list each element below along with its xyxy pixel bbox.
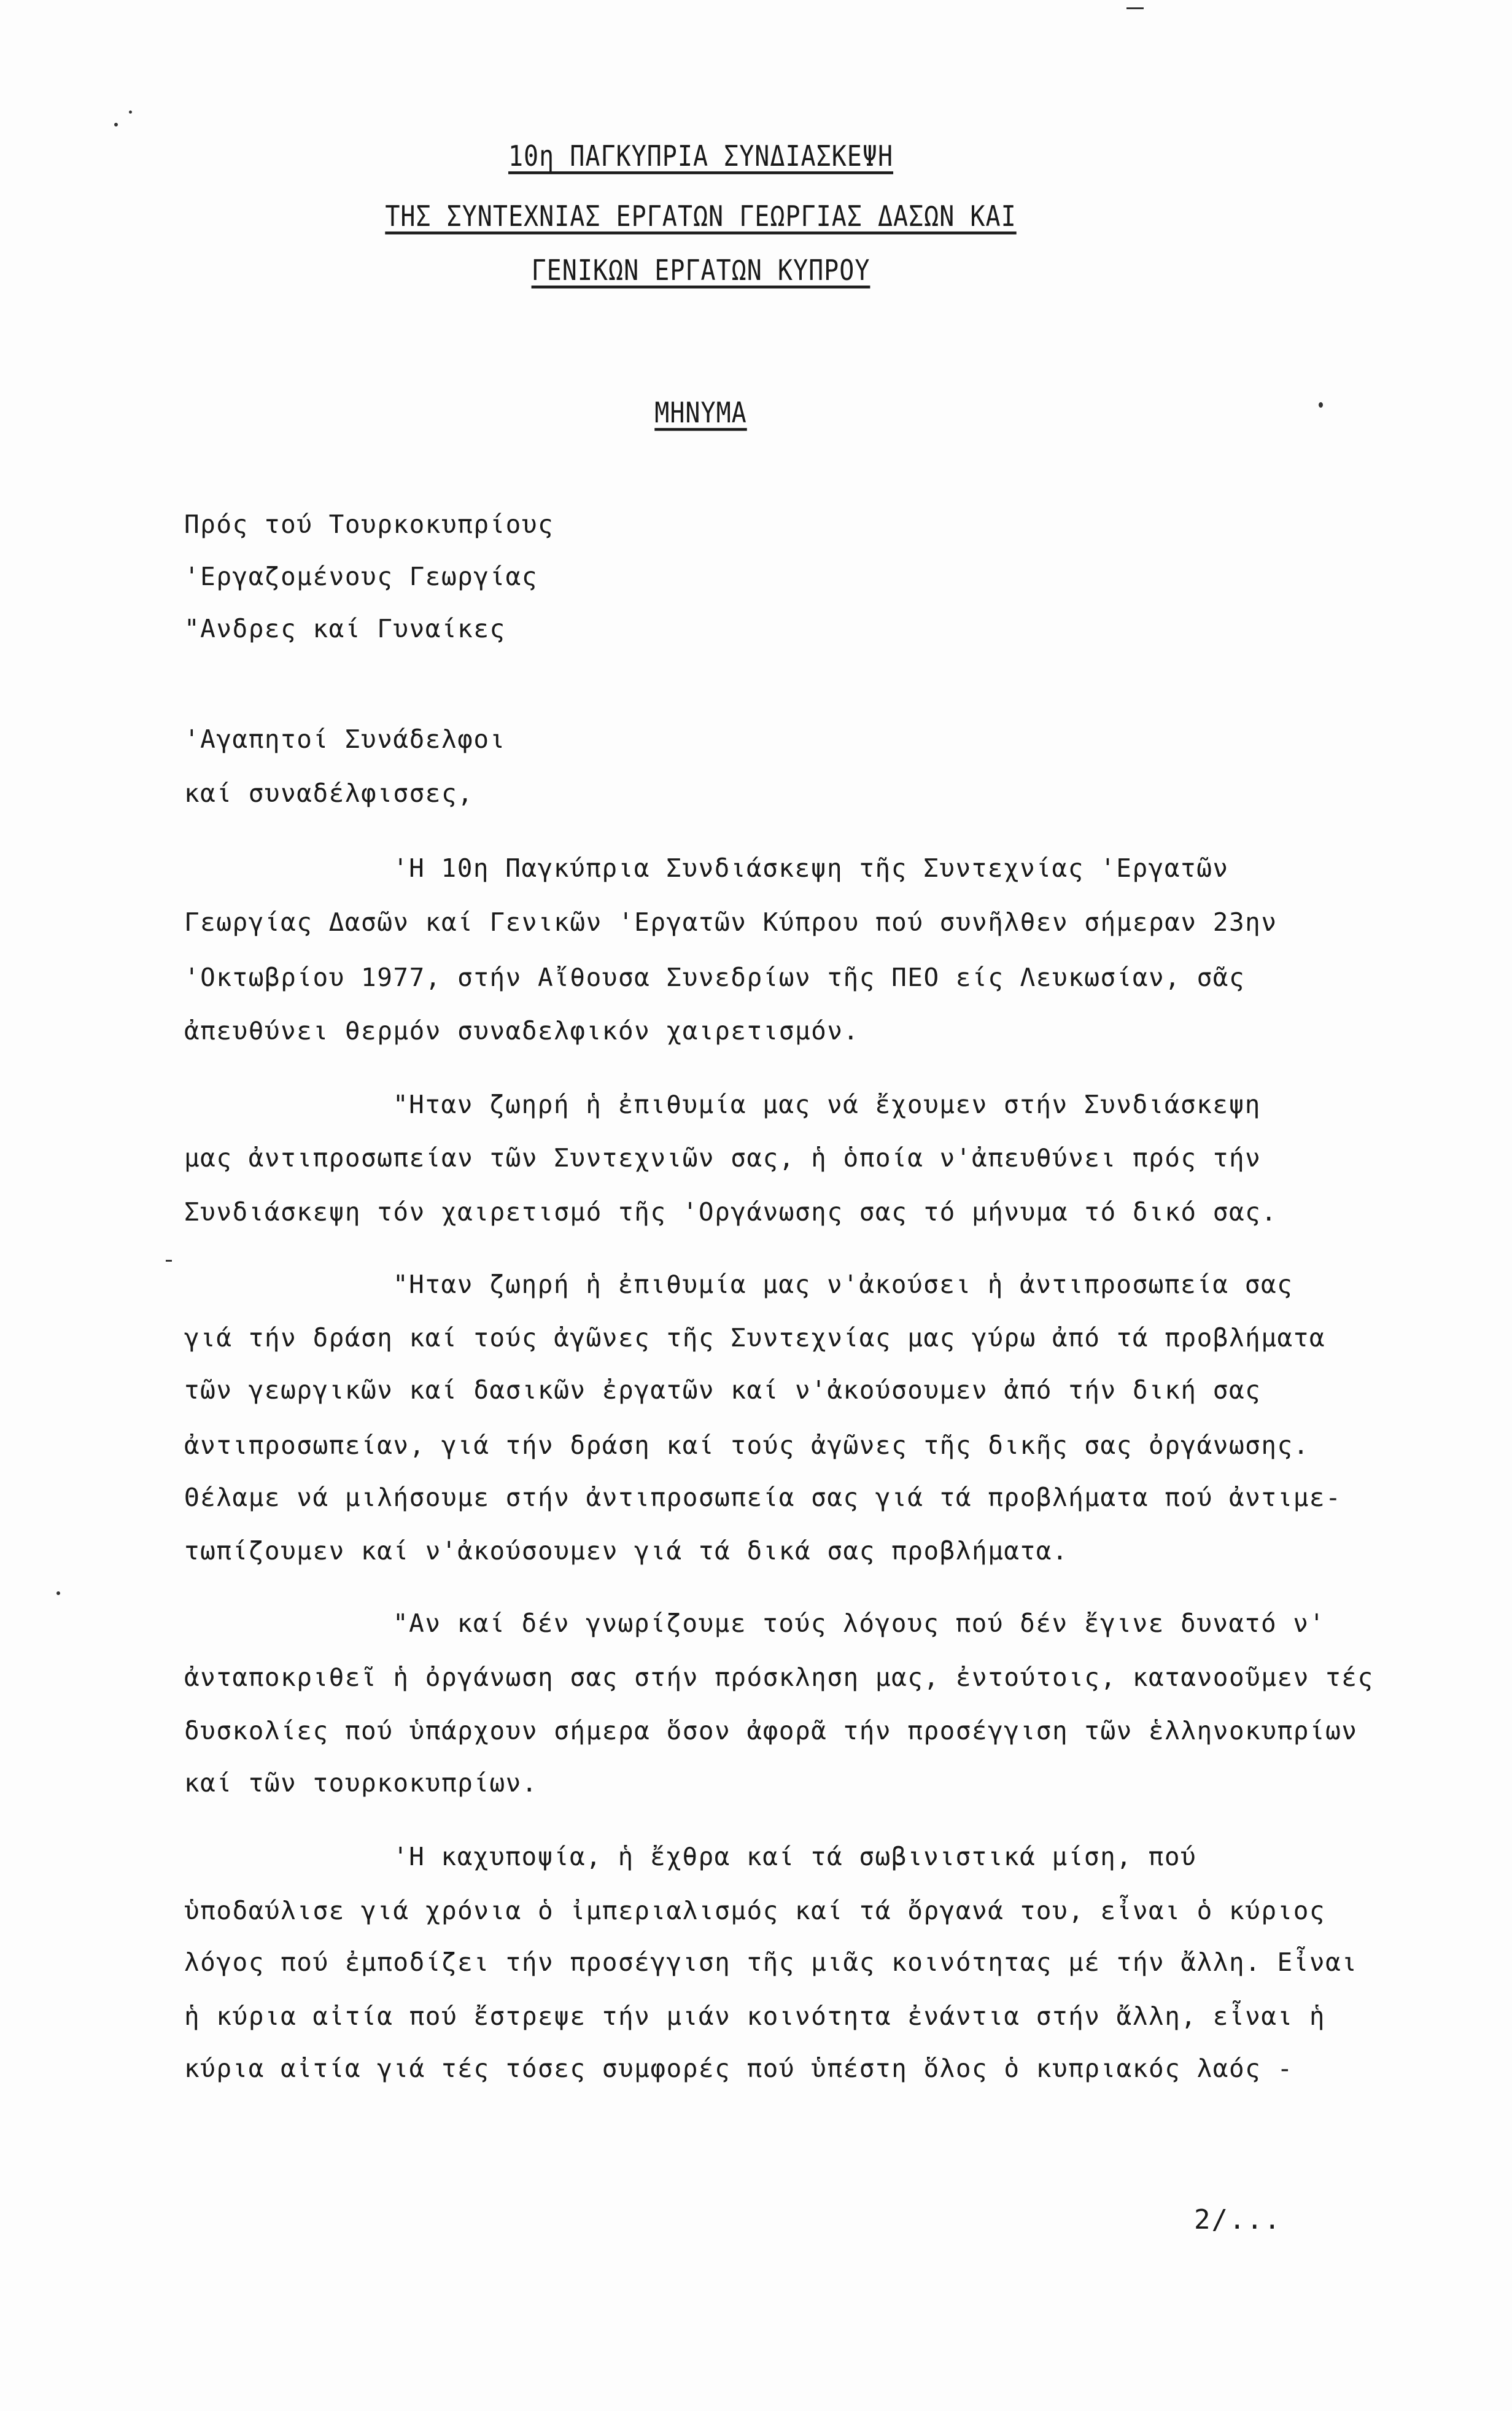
- greeting-line: καί συναδέλφισσες,: [184, 778, 474, 808]
- paragraph-line: δυσκολίες πού ὑπάρχουν σήμερα ὅσον ἀφορᾶ τήν προσέγγιση τῶν ἑλληνοκυπρίων: [184, 1716, 1358, 1745]
- paragraph-line: ἀντιπροσωπείαν, γιά τήν δράση καί τούς ἀγῶνες τῆς δικῆς σας ὀργάνωσης.: [184, 1431, 1309, 1460]
- scan-speck: [114, 123, 118, 126]
- paragraph-line: ὑποδαύλισε γιά χρόνια ὁ ἰμπεριαλισμός καί τά ὄργανά του, εἶναι ὁ κύριος: [184, 1896, 1326, 1925]
- scan-speck: [1126, 7, 1144, 9]
- paragraph-line: τωπίζουμεν καί ν'ἀκούσουμεν γιά τά δικά σας προβλήματα.: [184, 1536, 1069, 1566]
- paragraph-line: 'Οκτωβρίου 1977, στήν Αἴθουσα Συνεδρίων τῆς ΠΕΟ είς Λευκωσίαν, σᾶς: [184, 963, 1246, 992]
- page-number: 2/...: [1194, 2204, 1282, 2235]
- paragraph-line: καί τῶν τουρκοκυπρίων.: [184, 1768, 538, 1798]
- paragraph-line: ἀπευθύνει θερμόν συναδελφικόν χαιρετισμόν.: [184, 1016, 859, 1046]
- scan-speck: [56, 1591, 60, 1595]
- paragraph-line: λόγος πού ἐμποδίζει τήν προσέγγιση τῆς μιᾶς κοινότητας μέ τήν ἄλλη. Εἶναι: [184, 1947, 1358, 1977]
- message-heading: ΜΗΝΥΜΑ: [654, 397, 747, 430]
- paragraph-line: Γεωργίας Δασῶν καί Γενικῶν 'Εργατῶν Κύπρου πού συνῆλθεν σήμεραν 23ην: [184, 907, 1277, 937]
- greeting-line: 'Αγαπητοί Συνάδελφοι: [184, 724, 506, 754]
- paragraph-line: "Ηταν ζωηρή ἡ ἐπιθυμία μας ν'ἀκούσει ἡ ἀντιπροσωπεία σας: [393, 1270, 1293, 1299]
- title-line-1: 10η ΠΑΓΚΥΠΡΙΑ ΣΥΝΔΙΑΣΚΕΨΗ: [508, 140, 894, 173]
- address-line: 'Εργαζομένους Γεωργίας: [184, 562, 538, 591]
- address-line: Πρός τού Τουρκοκυπρίους: [184, 510, 554, 539]
- paragraph-line: Θέλαμε νά μιλήσουμε στήν ἀντιπροσωπεία σας γιά τά προβλήματα πού ἀντιμε-: [184, 1483, 1342, 1512]
- scan-speck: [1319, 402, 1323, 408]
- paragraph-line: ἀνταποκριθεῖ ἡ ὀργάνωση σας στήν πρόσκληση μας, ἐντούτοις, κατανοοῦμεν τές: [184, 1663, 1374, 1692]
- paragraph-line: Συνδιάσκεψη τόν χαιρετισμό τῆς 'Οργάνωσης σας τό μήνυμα τό δικό σας.: [184, 1197, 1277, 1227]
- scan-speck: [129, 111, 132, 114]
- paragraph-line: γιά τήν δράση καί τούς ἀγῶνες τῆς Συντεχνίας μας γύρω ἀπό τά προβλήματα: [184, 1323, 1326, 1353]
- paragraph-line: κύρια αἰτία γιά τές τόσες συμφορές πού ὑπέστη ὅλος ὁ κυπριακός λαός -: [184, 2054, 1293, 2083]
- paragraph-line: μας ἀντιπροσωπείαν τῶν Συντεχνιῶν σας, ἡ ὁποία ν'ἀπευθύνει πρός τήν: [184, 1143, 1262, 1173]
- scan-speck: [166, 1260, 172, 1262]
- paragraph-line: "Ηταν ζωηρή ἡ ἐπιθυμία μας νά ἔχουμεν στήν Συνδιάσκεψη: [393, 1090, 1261, 1119]
- paragraph-line: 'Η 10η Παγκύπρια Συνδιάσκεψη τῆς Συντεχνίας 'Εργατῶν: [393, 853, 1229, 883]
- paragraph-line: ἡ κύρια αἰτία πού ἔστρεψε τήν μιάν κοινότητα ἐνάντια στήν ἄλλη, εἶναι ἡ: [184, 2001, 1326, 2031]
- paragraph-line: "Αν καί δέν γνωρίζουμε τούς λόγους πού δέν ἔγινε δυνατό ν': [393, 1609, 1325, 1638]
- title-line-3: ΓΕΝΙΚΩΝ ΕΡΓΑΤΩΝ ΚΥΠΡΟΥ: [531, 254, 870, 287]
- paragraph-line: τῶν γεωργικῶν καί δασικῶν ἐργατῶν καί ν'ἀκούσουμεν ἀπό τήν δική σας: [184, 1375, 1262, 1405]
- address-line: "Ανδρες καί Γυναίκες: [184, 614, 506, 643]
- paragraph-line: 'Η καχυποψία, ἡ ἔχθρα καί τά σωβινιστικά μίση, πού: [393, 1842, 1197, 1871]
- title-line-2: ΤΗΣ ΣΥΝΤΕΧΝΙΑΣ ΕΡΓΑΤΩΝ ΓΕΩΡΓΙΑΣ ΔΑΣΩΝ ΚΑΙ: [385, 200, 1017, 233]
